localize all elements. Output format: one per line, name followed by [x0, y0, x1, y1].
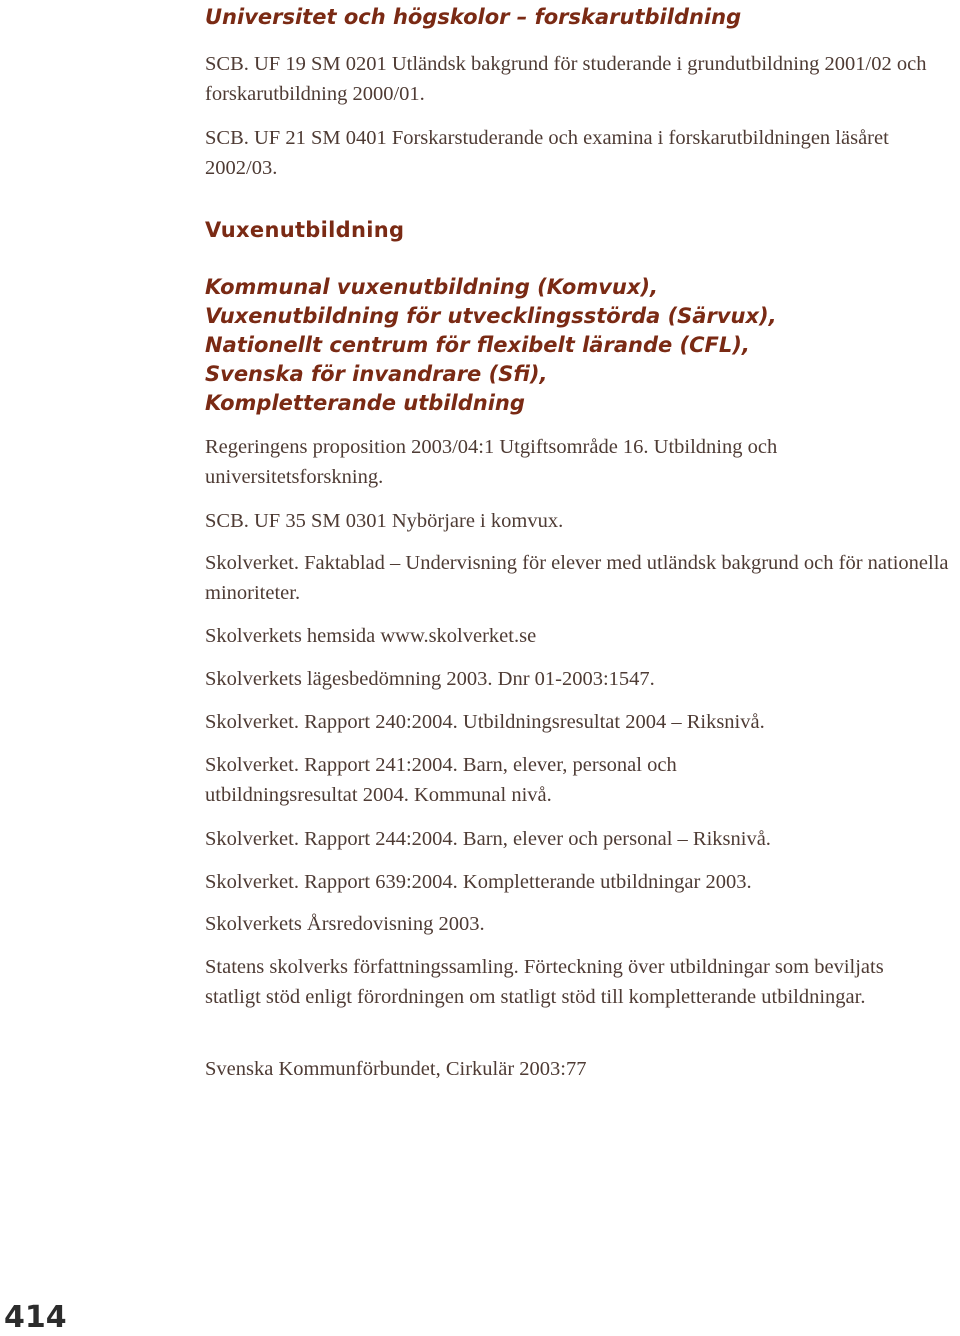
subheading-line: Nationellt centrum för flexibelt lärande (CFL), — [205, 333, 750, 357]
reference-entry: Skolverket. Rapport 240:2004. Utbildningsresultat 2004 – Riksnivå. — [205, 711, 765, 733]
subheading-line: Kompletterande utbildning — [205, 391, 525, 415]
reference-entry: SCB. UF 35 SM 0301 Nybörjare i komvux. — [205, 510, 564, 532]
reference-entry: Regeringens proposition 2003/04:1 Utgiftsområde 16. Utbildning och universitetsforskning. — [205, 436, 778, 488]
reference-entry: Statens skolverks författningssamling. Förteckning över utbildningar som beviljats statligt stöd enligt förordningen om statligt stöd till kompletterande utbildningar. — [205, 956, 884, 1008]
reference-entry: Skolverket. Faktablad – Undervisning för elever med utländsk bakgrund och för nationella minoriteter. — [205, 552, 949, 604]
reference-entry: Skolverket. Rapport 639:2004. Kompletterande utbildningar 2003. — [205, 871, 752, 893]
reference-entry: Skolverkets lägesbedömning 2003. Dnr 01-2003:1547. — [205, 668, 655, 690]
subheading-line: Svenska för invandrare (Sfi), — [205, 362, 548, 386]
reference-entry: Skolverket. Rapport 241:2004. Barn, elever, personal och utbildningsresultat 2004. Kommunal nivå. — [205, 754, 677, 806]
page-number: 414 — [4, 1300, 67, 1335]
reference-entry: Skolverkets hemsida www.skolverket.se — [205, 625, 537, 647]
reference-entry: Skolverkets Årsredovisning 2003. — [205, 913, 485, 935]
subheading-line: Vuxenutbildning för utvecklingsstörda (Särvux), — [205, 304, 777, 328]
reference-entry: SCB. UF 19 SM 0201 Utländsk bakgrund för studerande i grundutbildning 2001/02 och forskarutbildning 2000/01. — [205, 53, 927, 105]
reference-entry: SCB. UF 21 SM 0401 Forskarstuderande och examina i forskarutbildningen läsåret 2002/03. — [205, 127, 889, 179]
subheading-line: Kommunal vuxenutbildning (Komvux), — [205, 275, 658, 299]
section-heading-universitet: Universitet och högskolor – forskarutbildning — [205, 5, 742, 29]
section-heading-vuxenutbildning: Vuxenutbildning — [205, 218, 405, 242]
reference-entry: Svenska Kommunförbundet, Cirkulär 2003:77 — [205, 1058, 587, 1080]
reference-entry: Skolverket. Rapport 244:2004. Barn, elever och personal – Riksnivå. — [205, 828, 771, 850]
subheading-group — [205, 273, 960, 418]
